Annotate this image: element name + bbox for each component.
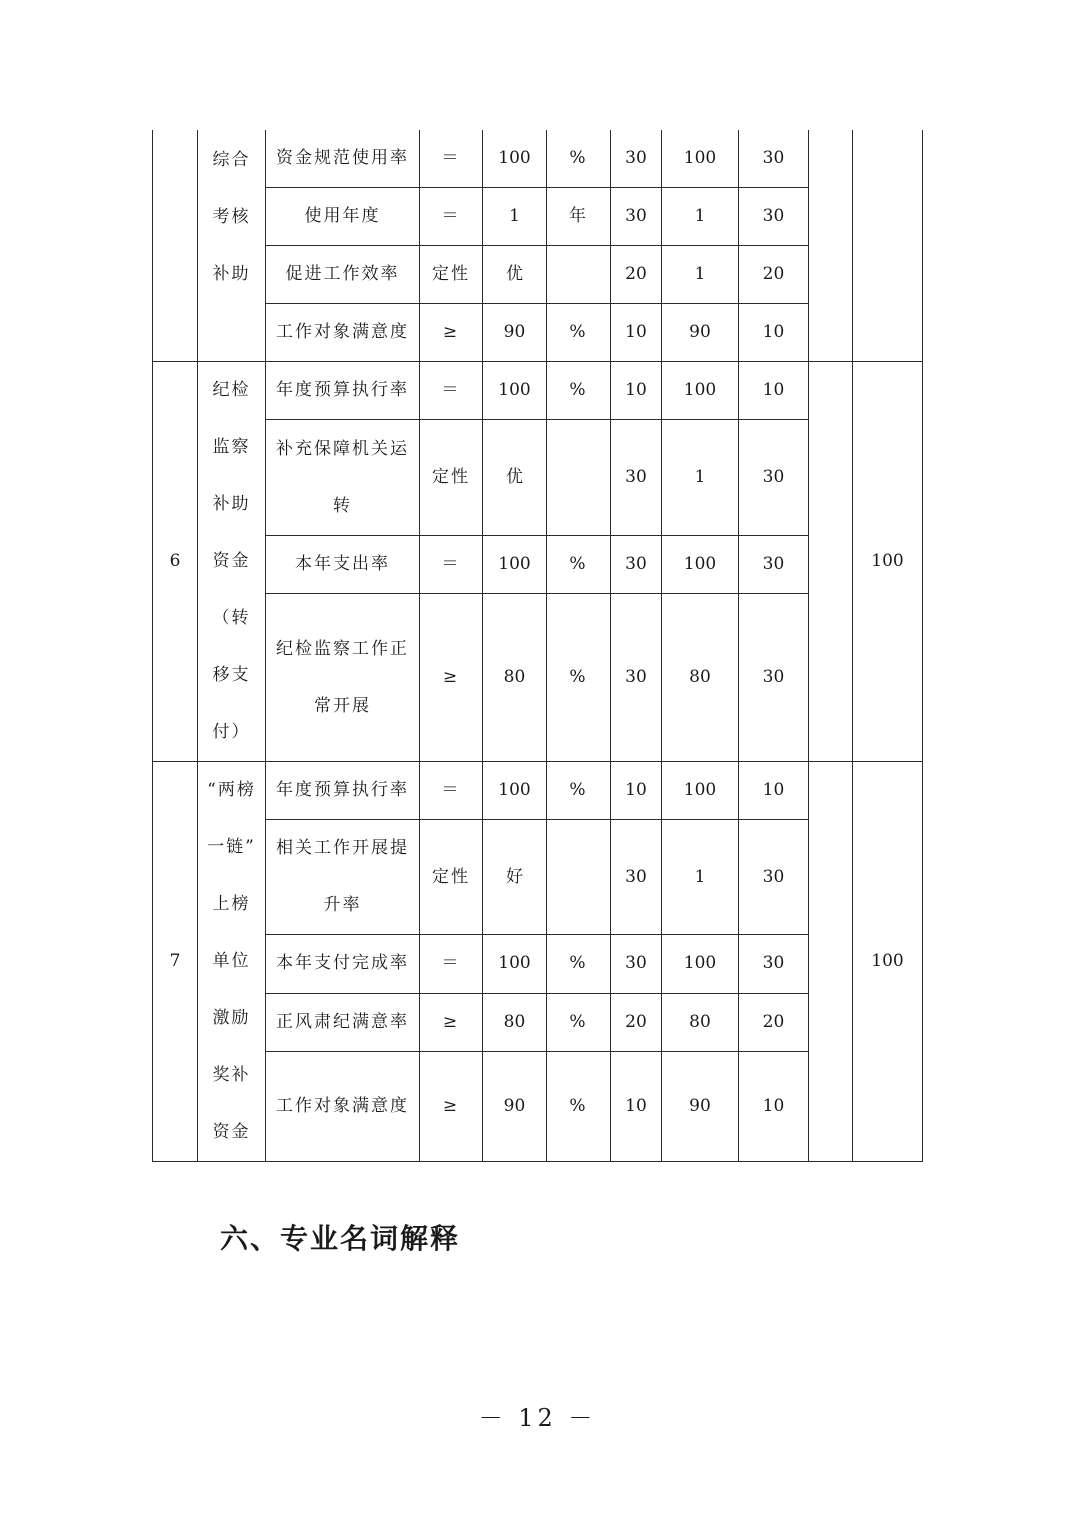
- total-score-cell: [853, 130, 923, 362]
- section-heading: 六、专业名词解释: [220, 1222, 461, 1255]
- unit-cell: %: [547, 762, 611, 820]
- project-name-cell: 综合 考核 补助: [198, 130, 266, 362]
- actual-cell: 90: [662, 304, 739, 362]
- operator-cell: ≥: [420, 304, 483, 362]
- table-row: [153, 762, 923, 820]
- operator-cell: ≥: [420, 594, 483, 762]
- project-name-cell: 纪检 监察 补助 资金 （转 移支 付）: [198, 362, 266, 762]
- score-cell: 10: [739, 362, 809, 420]
- project-name-cell: “两榜 一链” 上榜 单位 激励 奖补 资金: [198, 762, 266, 1162]
- target-cell: 90: [483, 304, 547, 362]
- operator-cell: ＝: [420, 130, 483, 188]
- unit-cell: %: [547, 130, 611, 188]
- row-number-cell: 6: [153, 362, 198, 762]
- table-row: [153, 820, 923, 935]
- indicator-cell: 促进工作效率: [266, 246, 420, 304]
- table-row: [153, 130, 923, 188]
- weight-cell: 10: [611, 304, 662, 362]
- score-cell: 30: [739, 820, 809, 935]
- score-cell: 10: [739, 304, 809, 362]
- weight-cell: 10: [611, 1051, 662, 1161]
- table-row: [153, 362, 923, 420]
- actual-cell: 90: [662, 1051, 739, 1161]
- actual-cell: 100: [662, 130, 739, 188]
- unit-cell: [547, 420, 611, 536]
- operator-cell: ＝: [420, 188, 483, 246]
- score-cell: 10: [739, 762, 809, 820]
- operator-cell: ＝: [420, 762, 483, 820]
- operator-cell: ≥: [420, 1051, 483, 1161]
- score-cell: 30: [739, 535, 809, 593]
- actual-cell: 80: [662, 594, 739, 762]
- actual-cell: 1: [662, 188, 739, 246]
- table-row: [153, 935, 923, 993]
- target-cell: 100: [483, 130, 547, 188]
- score-cell: 30: [739, 420, 809, 536]
- score-cell: 20: [739, 993, 809, 1051]
- table-row: [153, 188, 923, 246]
- target-cell: 90: [483, 1051, 547, 1161]
- score-cell: 20: [739, 246, 809, 304]
- table-row: [153, 420, 923, 536]
- actual-cell: 1: [662, 246, 739, 304]
- target-cell: 优: [483, 246, 547, 304]
- weight-cell: 10: [611, 762, 662, 820]
- weight-cell: 10: [611, 362, 662, 420]
- score-cell: 30: [739, 130, 809, 188]
- indicator-cell: 年度预算执行率: [266, 762, 420, 820]
- target-cell: 优: [483, 420, 547, 536]
- indicator-cell: 纪检监察工作正常开展: [266, 594, 420, 762]
- weight-cell: 30: [611, 535, 662, 593]
- row-number-cell: [153, 130, 198, 362]
- indicator-cell: 相关工作开展提升率: [266, 820, 420, 935]
- target-cell: 100: [483, 362, 547, 420]
- indicator-cell: 工作对象满意度: [266, 1051, 420, 1161]
- unit-cell: %: [547, 594, 611, 762]
- table-row: [153, 304, 923, 362]
- weight-cell: 30: [611, 130, 662, 188]
- indicator-cell: 工作对象满意度: [266, 304, 420, 362]
- indicator-cell: 资金规范使用率: [266, 130, 420, 188]
- indicator-cell: 正风肃纪满意率: [266, 993, 420, 1051]
- unit-cell: 年: [547, 188, 611, 246]
- page-number: － 12 －: [478, 1404, 597, 1432]
- score-cell: 30: [739, 188, 809, 246]
- weight-cell: 30: [611, 820, 662, 935]
- unit-cell: %: [547, 362, 611, 420]
- indicator-cell: 本年支付完成率: [266, 935, 420, 993]
- operator-cell: 定性: [420, 820, 483, 935]
- target-cell: 80: [483, 594, 547, 762]
- actual-cell: 100: [662, 535, 739, 593]
- table-row: [153, 246, 923, 304]
- operator-cell: ＝: [420, 935, 483, 993]
- target-cell: 1: [483, 188, 547, 246]
- target-cell: 好: [483, 820, 547, 935]
- target-cell: 80: [483, 993, 547, 1051]
- table-row: [153, 594, 923, 762]
- table-row: [153, 1051, 923, 1161]
- unit-cell: [547, 246, 611, 304]
- operator-cell: ＝: [420, 362, 483, 420]
- unit-cell: %: [547, 535, 611, 593]
- performance-table: [152, 130, 923, 1162]
- actual-cell: 1: [662, 820, 739, 935]
- operator-cell: ＝: [420, 535, 483, 593]
- indicator-cell: 本年支出率: [266, 535, 420, 593]
- weight-cell: 30: [611, 420, 662, 536]
- indicator-cell: 年度预算执行率: [266, 362, 420, 420]
- weight-cell: 20: [611, 993, 662, 1051]
- row-number-cell: 7: [153, 762, 198, 1162]
- actual-cell: 100: [662, 935, 739, 993]
- indicator-cell: 补充保障机关运转: [266, 420, 420, 536]
- unit-cell: %: [547, 993, 611, 1051]
- score-cell: 30: [739, 935, 809, 993]
- actual-cell: 80: [662, 993, 739, 1051]
- unit-cell: %: [547, 304, 611, 362]
- unit-cell: %: [547, 1051, 611, 1161]
- blank-cell: [809, 762, 853, 1162]
- score-cell: 30: [739, 594, 809, 762]
- actual-cell: 100: [662, 762, 739, 820]
- operator-cell: 定性: [420, 246, 483, 304]
- actual-cell: 1: [662, 420, 739, 536]
- weight-cell: 30: [611, 935, 662, 993]
- table-row: [153, 993, 923, 1051]
- weight-cell: 20: [611, 246, 662, 304]
- unit-cell: [547, 820, 611, 935]
- weight-cell: 30: [611, 594, 662, 762]
- operator-cell: ≥: [420, 993, 483, 1051]
- target-cell: 100: [483, 535, 547, 593]
- indicator-cell: 使用年度: [266, 188, 420, 246]
- total-score-cell: 100: [853, 762, 923, 1162]
- target-cell: 100: [483, 762, 547, 820]
- actual-cell: 100: [662, 362, 739, 420]
- total-score-cell: 100: [853, 362, 923, 762]
- unit-cell: %: [547, 935, 611, 993]
- blank-cell: [809, 130, 853, 362]
- blank-cell: [809, 362, 853, 762]
- score-cell: 10: [739, 1051, 809, 1161]
- operator-cell: 定性: [420, 420, 483, 536]
- weight-cell: 30: [611, 188, 662, 246]
- target-cell: 100: [483, 935, 547, 993]
- table-row: [153, 535, 923, 593]
